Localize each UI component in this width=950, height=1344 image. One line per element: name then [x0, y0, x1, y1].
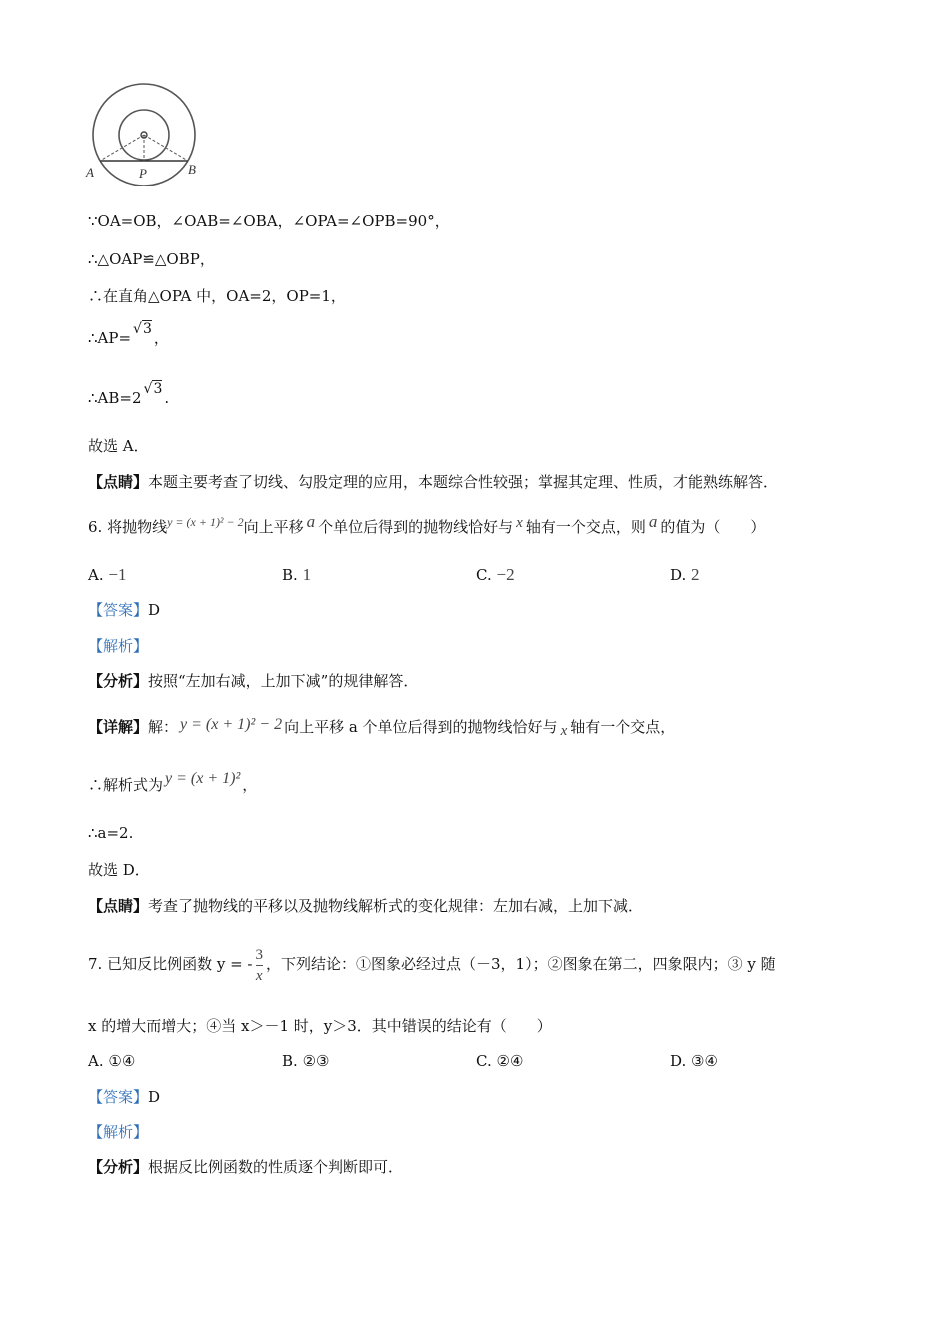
q5-line4: ∴AP= √3 ， [88, 321, 169, 347]
q5-line1: ∵OA=OB，∠OAB=∠OBA，∠OPA=∠OPB=90°， [88, 212, 450, 230]
q6-detail: 【详解】解： y = (x + 1)² − 2 向上平移 a 个单位后得到的抛物线恰好与 x 轴有一个交点， [88, 716, 676, 739]
q6-analysis-tag: 【解析】 [88, 637, 149, 655]
q5-line5: ∴AB=2 √3 . [88, 381, 170, 407]
sqrt-3: √3 [143, 381, 163, 397]
q6-choose: 故选 D． [88, 861, 150, 879]
q6-a-eq: ∴a=2. [88, 824, 134, 842]
q6-option-d[interactable]: D. 2 [670, 565, 700, 584]
q5-line2: ∴△OAP≌△OBP， [88, 250, 215, 268]
segment-ob [144, 135, 188, 161]
sqrt-3: √3 [133, 321, 152, 337]
label-b: B [188, 162, 196, 177]
q6-option-b[interactable]: B. 1 [282, 565, 312, 584]
q6-stem: 6. 将抛物线$^{y = (x + 1)^2 - 2}$向上平移 a 个单位后得到的抛物线恰好与 x 轴有一个交点，则 a 的值为（ ） [88, 512, 766, 536]
q5-choose: 故选 A． [88, 437, 149, 455]
q7-option-d[interactable]: D. ③④ [670, 1052, 718, 1070]
label-p: P [139, 166, 147, 181]
segment-oa [100, 135, 144, 161]
q7-option-b[interactable]: B. ②③ [282, 1052, 330, 1070]
q6-option-c[interactable]: C. −2 [476, 565, 515, 584]
answer-tag: 【答案】 [88, 601, 149, 619]
q7-fenxi: 【分析】根据反比例函数的性质逐个判断即可． [88, 1158, 404, 1176]
q6-expression: ∴解析式为 y = (x + 1)² ， [88, 770, 258, 794]
fraction: $\frac{3}{x}$ [255, 946, 263, 984]
q7-stem-line2: x 的增大而增大；④当 x＞－1 时，y＞3．其中错误的结论有（ ） [88, 1017, 552, 1035]
q5-line3: ∴在直角△OPA 中，OA=2，OP=1， [88, 287, 346, 305]
q6-answer: 【答案】D [88, 601, 161, 619]
q7-option-c[interactable]: C. ②④ [476, 1052, 524, 1070]
comment-tag: 【点睛】 [88, 473, 149, 491]
detail-formula: y = (x + 1)² − 2 [180, 716, 283, 733]
q6-option-a[interactable]: A. −1 [88, 565, 127, 584]
q5-comment: 【点睛】本题主要考查了切线、勾股定理的应用，本题综合性较强；掌握其定理、性质，才能熟练解答． [88, 473, 779, 491]
label-a: A [86, 165, 94, 180]
q6-comment: 【点睛】考查了抛物线的平移以及抛物线解析式的变化规律：左加右减，上加下减． [88, 897, 644, 915]
q7-answer: 【答案】D [88, 1088, 161, 1106]
q6-fenxi: 【分析】按照“左加右减，上加下减”的规律解答． [88, 672, 419, 690]
q7-analysis-tag: 【解析】 [88, 1123, 149, 1141]
parabola-formula: y = (x + 1)² − 2 [167, 515, 244, 529]
q7-stem: 7. 已知反比例函数 y = - $\frac{3}{x}$ ，下列结论：①图象必经过点（－3，1）；②图象在第二，四象限内；③ y 随 [88, 946, 776, 984]
q7-option-a[interactable]: A. ①④ [88, 1052, 136, 1070]
concentric-circles-figure [84, 82, 214, 186]
